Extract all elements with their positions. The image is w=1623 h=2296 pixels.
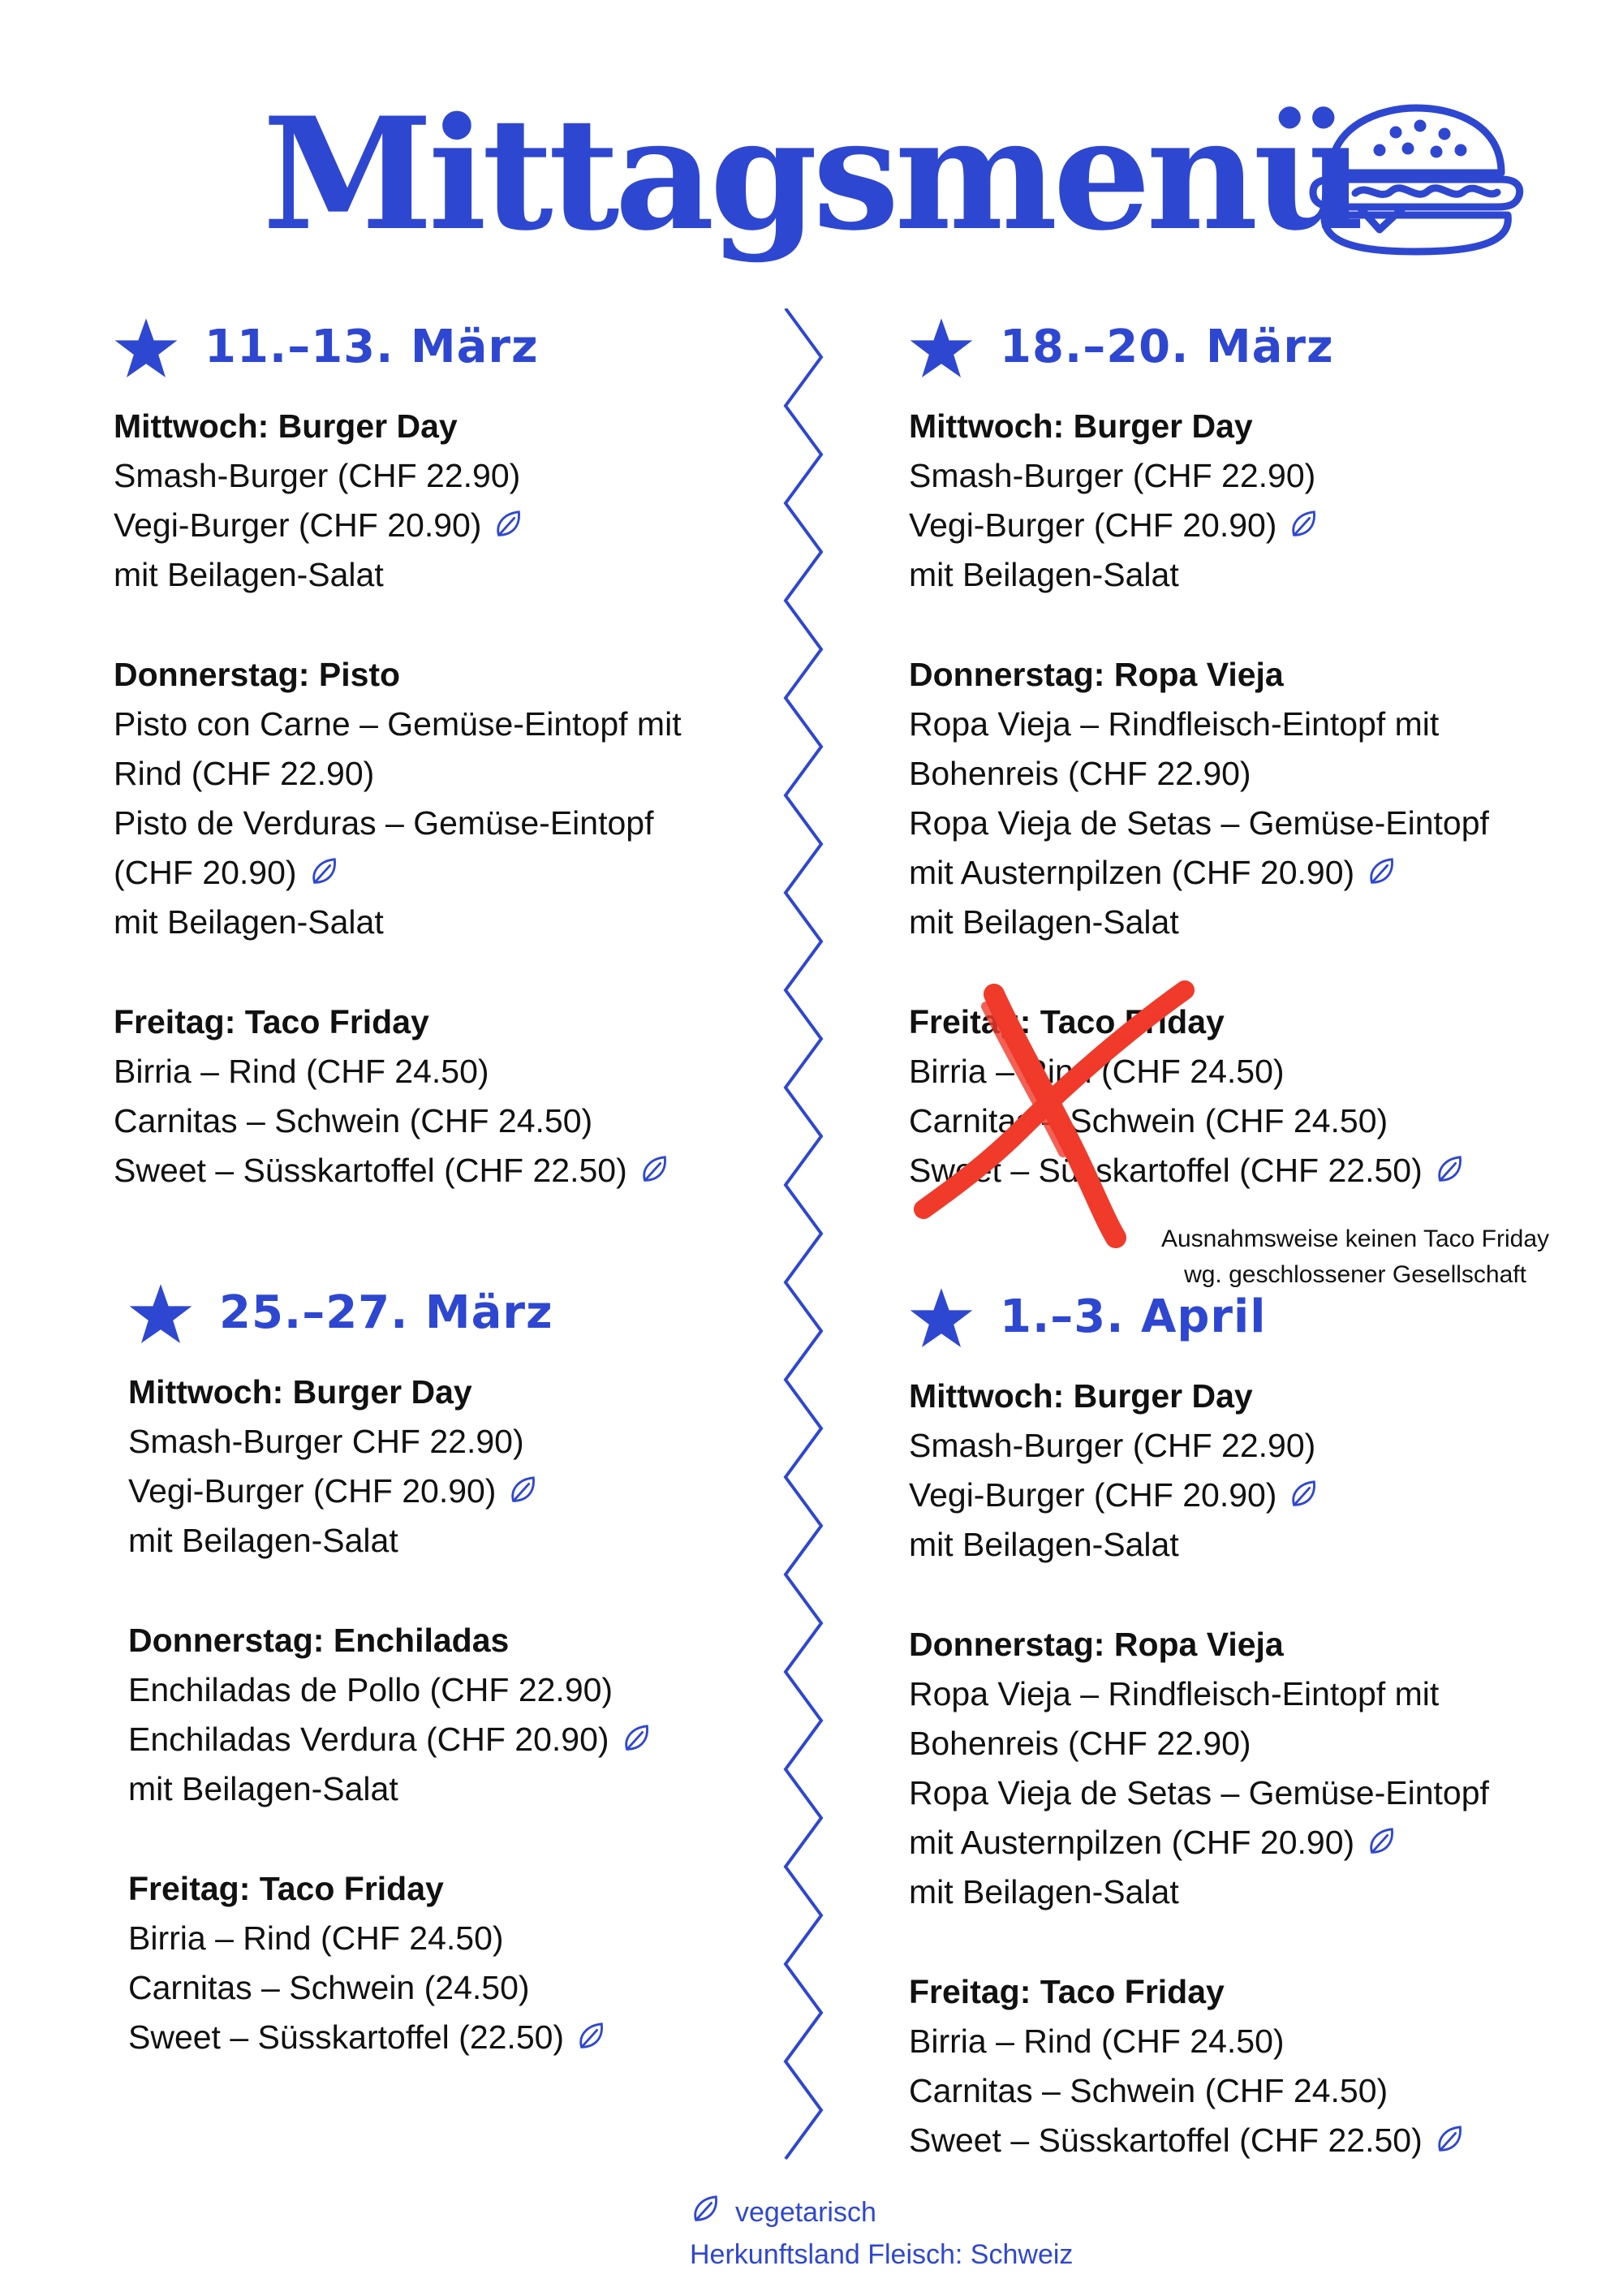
menu-item <box>114 451 795 501</box>
menu-item-text: Sweet – Süsskartoffel (CHF 22.50) <box>909 2122 1423 2159</box>
menu-item-text: mit Beilagen-Salat <box>114 556 384 593</box>
star-icon <box>128 1282 193 1346</box>
menu-item <box>128 1963 810 2013</box>
week-days <box>909 1372 1591 2165</box>
day-block <box>128 1864 810 2062</box>
day-title: Freitag: Taco Friday <box>909 1973 1225 2010</box>
leaf-icon <box>493 509 523 540</box>
menu-item <box>909 898 1591 947</box>
day-block <box>909 1372 1591 1570</box>
leaf-icon <box>1288 1479 1319 1510</box>
menu-item-text: Bohenreis (CHF 22.90) <box>909 1725 1251 1762</box>
day-block <box>114 997 795 1195</box>
legend <box>690 2191 1177 2276</box>
menu-item <box>909 1520 1591 1570</box>
menu-item <box>128 2013 810 2062</box>
menu-item <box>909 1719 1591 1768</box>
menu-item-text: Sweet – Süsskartoffel (CHF 22.50) <box>909 1152 1423 1189</box>
menu-item-text: Carnitas – Schwein (CHF 24.50) <box>909 2072 1388 2109</box>
menu-item <box>128 1467 810 1516</box>
menu-item-text: mit Austernpilzen (CHF 20.90) <box>909 1824 1355 1861</box>
day-title: Freitag: Taco Friday <box>909 1003 1225 1040</box>
day-title: Donnerstag: Pisto <box>114 656 401 693</box>
menu-item <box>909 501 1591 550</box>
day-title: Freitag: Taco Friday <box>128 1870 444 1907</box>
menu-item-text: mit Beilagen-Salat <box>909 1526 1179 1563</box>
cancellation-note-line: Ausnahmsweise keinen Taco Friday <box>1160 1226 1550 1252</box>
menu-item <box>128 1914 810 1963</box>
day-title: Mittwoch: Burger Day <box>909 1377 1253 1415</box>
week-heading: 1.–3. April <box>1000 1290 1267 1343</box>
burger-icon <box>1298 101 1534 264</box>
menu-item-text: Carnitas – Schwein (CHF 24.50) <box>114 1102 593 1139</box>
leaf-icon <box>690 2194 721 2225</box>
menu-item <box>909 848 1591 898</box>
leaf-icon <box>621 1723 652 1754</box>
menu-item-text: mit Beilagen-Salat <box>909 1873 1179 1910</box>
menu-item-text: Vegi-Burger (CHF 20.90) <box>909 506 1277 544</box>
day-block <box>114 650 795 947</box>
leaf-icon <box>1366 1826 1397 1857</box>
menu-item-text: Birria – Rind (CHF 24.50) <box>128 1919 504 1957</box>
leaf-icon <box>575 2021 606 2052</box>
menu-item <box>909 1421 1591 1471</box>
menu-item-text: Smash-Burger CHF 22.90) <box>128 1423 524 1460</box>
day-block <box>909 650 1591 947</box>
week-section-1 <box>114 312 795 1195</box>
day-title: Donnerstag: Ropa Vieja <box>909 656 1284 693</box>
day-block <box>909 402 1591 600</box>
menu-item-text: Rind (CHF 22.90) <box>114 755 375 792</box>
menu-item <box>909 451 1591 501</box>
menu-item-text: mit Beilagen-Salat <box>909 556 1179 593</box>
star-icon <box>114 316 179 381</box>
menu-item <box>909 1669 1591 1719</box>
day-title: Freitag: Taco Friday <box>114 1003 429 1040</box>
menu-item <box>114 501 795 550</box>
menu-item <box>114 550 795 600</box>
menu-item-text: mit Beilagen-Salat <box>128 1770 398 1807</box>
menu-item <box>114 799 795 848</box>
menu-item-text: Bohenreis (CHF 22.90) <box>909 755 1251 792</box>
day-block <box>909 1967 1591 2165</box>
day-block <box>128 1368 810 1566</box>
menu-item <box>909 1818 1591 1867</box>
menu-item-text: Birria – Rind (CHF 24.50) <box>114 1053 489 1090</box>
menu-item-text: Ropa Vieja – Rindfleisch-Eintopf mit <box>909 1675 1440 1712</box>
menu-item-text: Enchiladas de Pollo (CHF 22.90) <box>128 1671 613 1708</box>
leaf-icon <box>639 1154 669 1185</box>
menu-item <box>909 749 1591 799</box>
legend-origin: Herkunftsland Fleisch: Schweiz <box>690 2239 1074 2270</box>
menu-item-text: Smash-Burger (CHF 22.90) <box>114 457 521 494</box>
menu-item-text: Enchiladas Verdura (CHF 20.90) <box>128 1721 609 1758</box>
menu-item <box>128 1516 810 1566</box>
menu-item-text: Carnitas – Schwein (24.50) <box>128 1969 530 2006</box>
legend-vegetarian-label: vegetarisch <box>735 2197 876 2228</box>
leaf-icon <box>1434 2124 1465 2155</box>
menu-item-text: Birria – Rind (CHF 24.50) <box>909 1053 1285 1090</box>
week-heading: 18.–20. März <box>1000 321 1334 373</box>
menu-item <box>114 700 795 749</box>
menu-item-text: Ropa Vieja de Setas – Gemüse-Eintopf <box>909 1774 1489 1811</box>
day-title: Mittwoch: Burger Day <box>128 1373 472 1411</box>
day-title: Donnerstag: Ropa Vieja <box>909 1626 1284 1663</box>
cancellation-note-line: wg. geschlossener Gesellschaft <box>1184 1261 1526 1288</box>
week-section-4 <box>909 1282 1591 2165</box>
menu-item-text: (CHF 20.90) <box>114 854 297 891</box>
leaf-icon <box>1434 1154 1465 1185</box>
menu-item <box>114 1047 795 1096</box>
menu-item <box>128 1764 810 1814</box>
menu-item-text: mit Beilagen-Salat <box>114 903 384 941</box>
menu-item-text: Carnitas – Schwein (CHF 24.50) <box>909 1102 1388 1139</box>
day-title: Mittwoch: Burger Day <box>114 407 458 445</box>
menu-item-text: Sweet – Süsskartoffel (CHF 22.50) <box>114 1152 627 1189</box>
menu-item <box>114 1146 795 1195</box>
menu-item <box>909 2116 1591 2165</box>
week-heading: 25.–27. März <box>219 1286 553 1339</box>
menu-item <box>909 1867 1591 1917</box>
menu-item-text: mit Beilagen-Salat <box>128 1522 398 1559</box>
menu-item <box>909 1471 1591 1520</box>
menu-item <box>114 848 795 898</box>
menu-item <box>909 799 1591 848</box>
menu-item-text: Pisto con Carne – Gemüse-Eintopf mit <box>114 705 682 743</box>
menu-item <box>909 700 1591 749</box>
day-block <box>128 1616 810 1814</box>
week-heading: 11.–13. März <box>204 321 539 373</box>
menu-item <box>909 1768 1591 1818</box>
cancellation-note <box>1112 1221 1599 1293</box>
menu-item <box>114 749 795 799</box>
menu-item <box>114 1096 795 1146</box>
day-title: Mittwoch: Burger Day <box>909 407 1253 445</box>
day-title: Donnerstag: Enchiladas <box>128 1622 510 1659</box>
legend-vegetarian <box>690 2191 1177 2234</box>
leaf-icon <box>1366 856 1397 887</box>
menu-item-text: Pisto de Verduras – Gemüse-Eintopf <box>114 804 654 842</box>
menu-item <box>128 1665 810 1715</box>
menu-item <box>909 2017 1591 2066</box>
menu-item-text: Smash-Burger (CHF 22.90) <box>909 457 1316 494</box>
leaf-icon <box>1288 509 1319 540</box>
menu-item-text: Ropa Vieja de Setas – Gemüse-Eintopf <box>909 804 1489 842</box>
menu-item-text: Ropa Vieja – Rindfleisch-Eintopf mit <box>909 705 1440 743</box>
menu-item-text: Vegi-Burger (CHF 20.90) <box>128 1472 497 1510</box>
menu-item <box>114 898 795 947</box>
menu-item-text: mit Austernpilzen (CHF 20.90) <box>909 854 1355 891</box>
menu-item <box>909 550 1591 600</box>
page-title: Mittagsmenü <box>262 84 1361 265</box>
day-block <box>114 402 795 600</box>
menu-item <box>128 1417 810 1467</box>
week-days <box>114 402 795 1195</box>
week-days <box>128 1368 810 2062</box>
day-block <box>909 1620 1591 1917</box>
menu-item-text: Birria – Rind (CHF 24.50) <box>909 2022 1285 2060</box>
menu-item <box>128 1715 810 1764</box>
cancelled-cross-mark <box>909 974 1201 1250</box>
menu-item-text: mit Beilagen-Salat <box>909 903 1179 941</box>
menu-item-text: Smash-Burger (CHF 22.90) <box>909 1427 1316 1464</box>
menu-item-text: Sweet – Süsskartoffel (22.50) <box>128 2018 565 2056</box>
week-section-3 <box>128 1278 810 2062</box>
menu-item-text: Vegi-Burger (CHF 20.90) <box>114 506 482 544</box>
menu-item-text: Vegi-Burger (CHF 20.90) <box>909 1476 1277 1514</box>
star-icon <box>909 316 974 381</box>
leaf-icon <box>507 1475 538 1506</box>
menu-item <box>909 2066 1591 2116</box>
star-icon <box>909 1286 974 1350</box>
leaf-icon <box>308 856 339 887</box>
